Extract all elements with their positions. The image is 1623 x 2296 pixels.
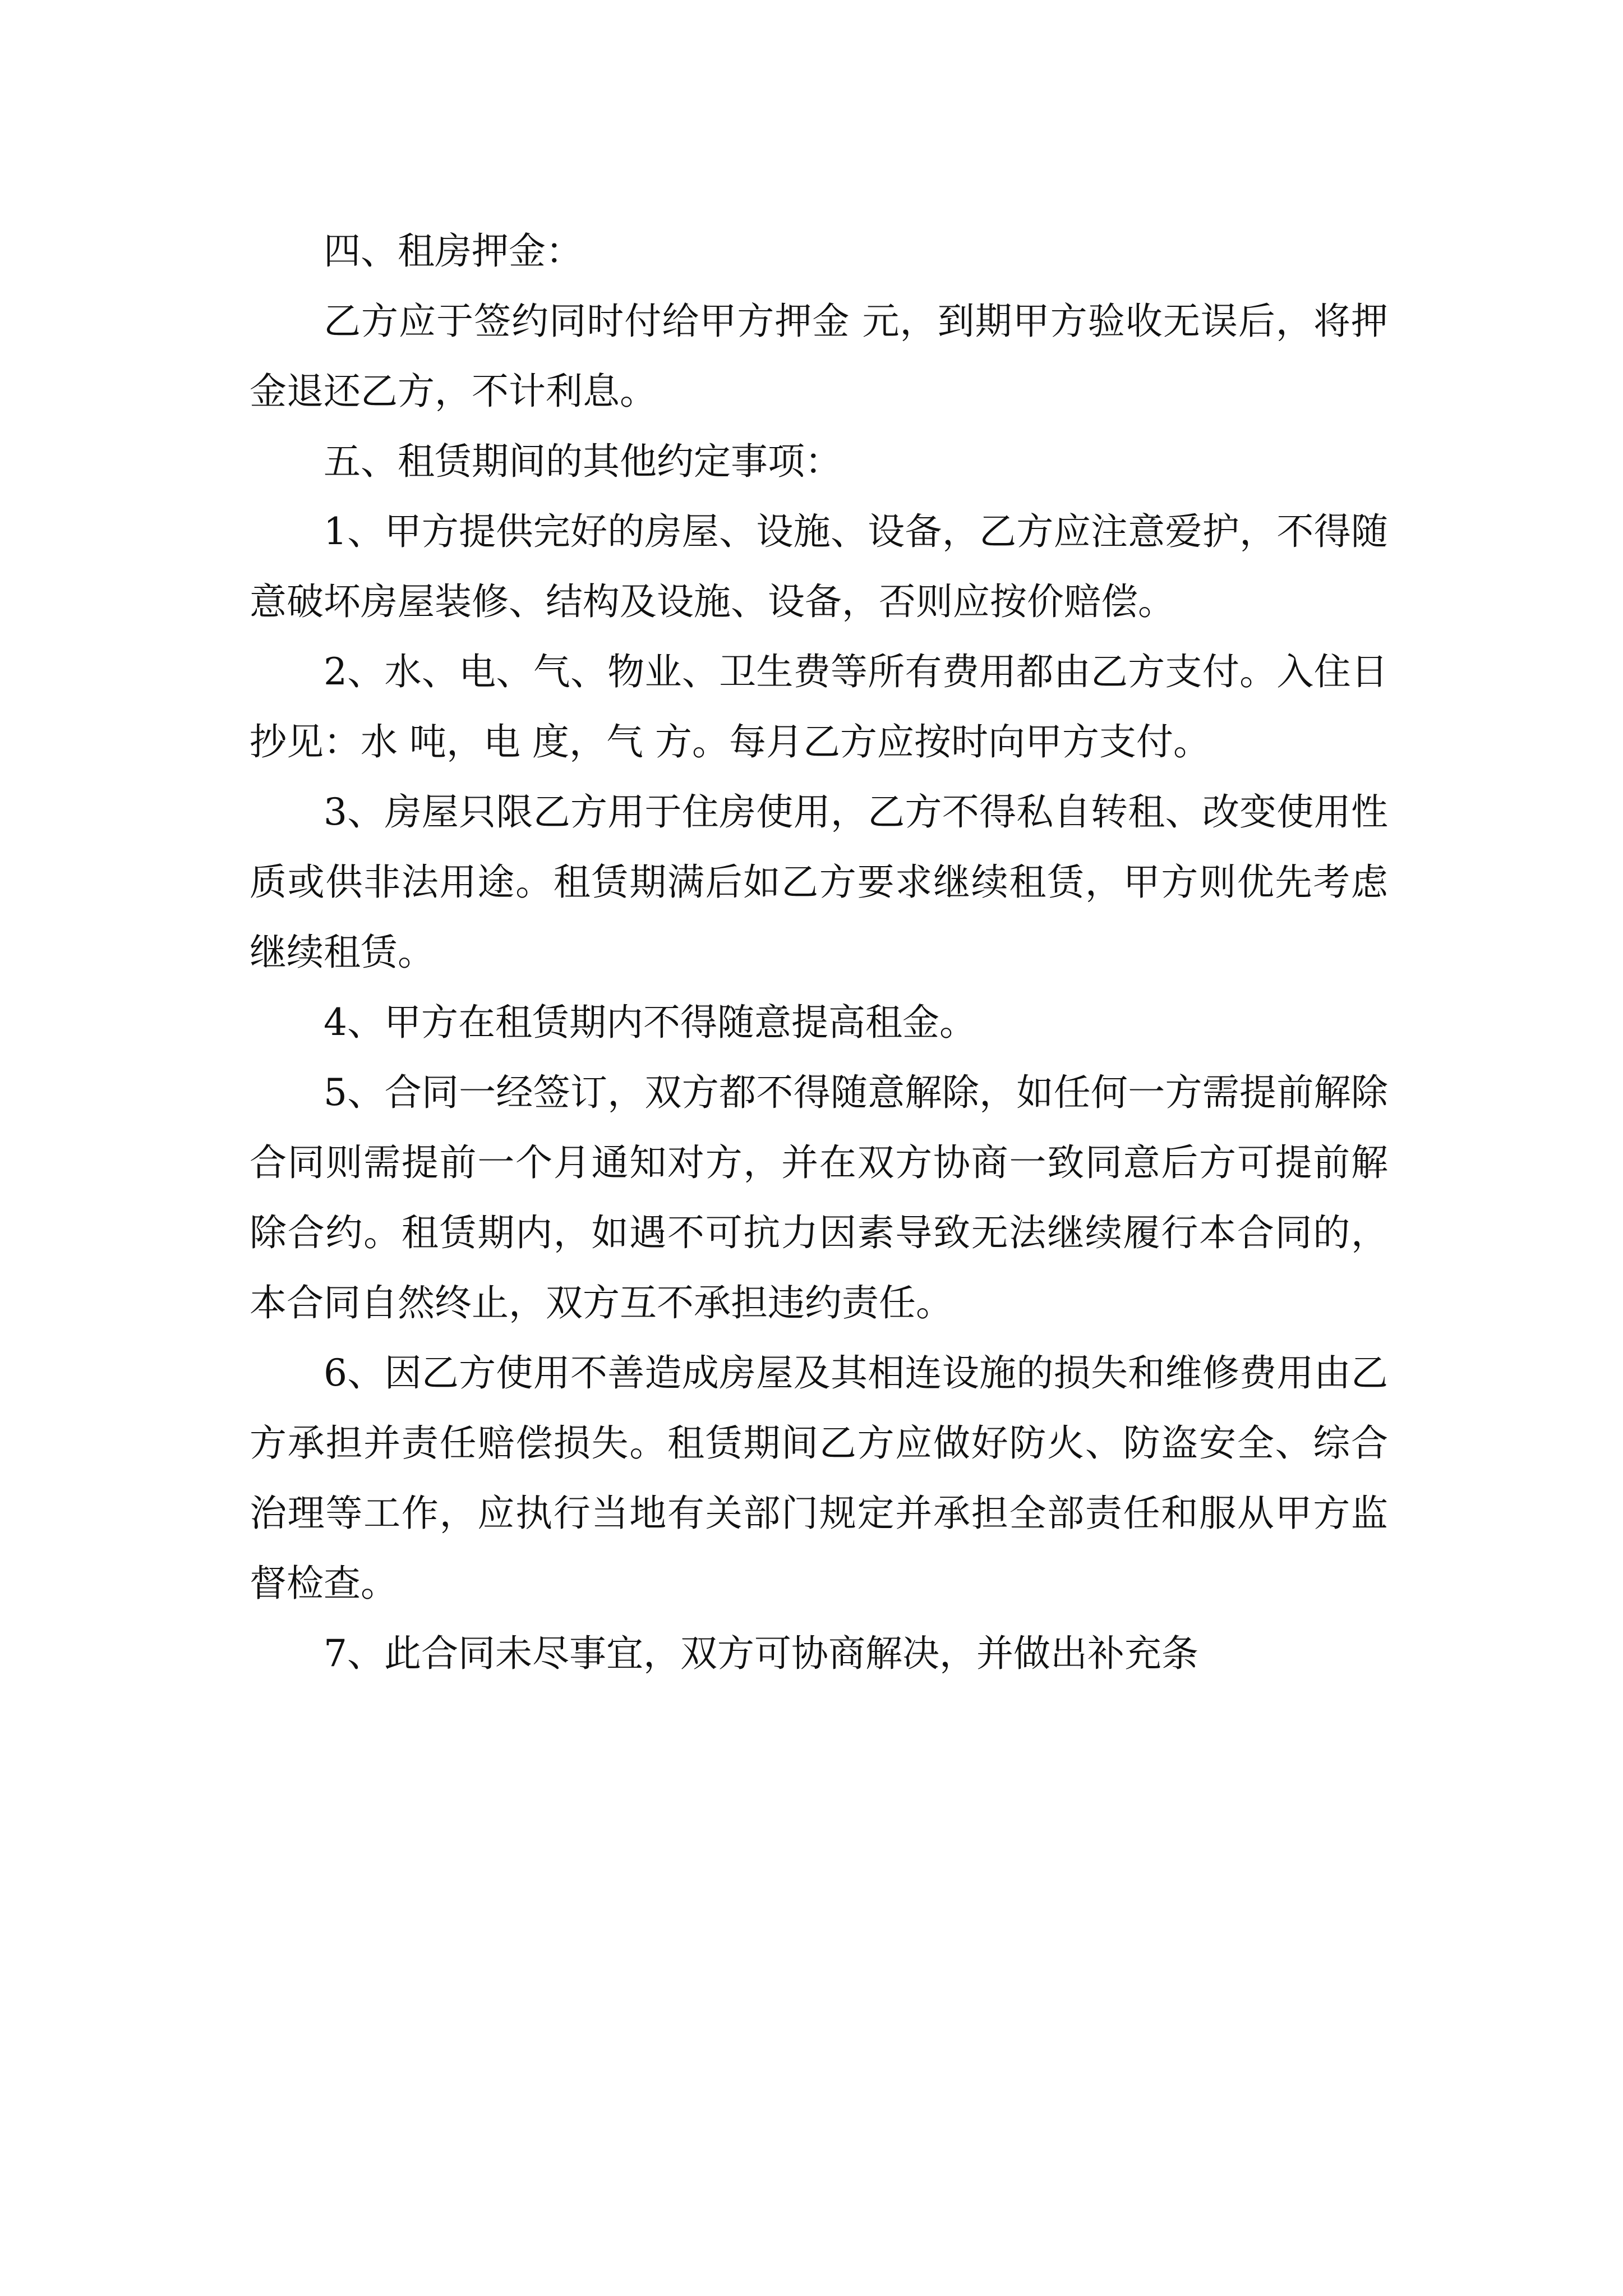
clause-2: 2、水、电、气、物业、卫生费等所有费用都由乙方支付。入住日抄见：水 吨，电 度，气 方。每月乙方应按时向甲方支付。 <box>250 650 1388 763</box>
clause-3: 3、房屋只限乙方用于住房使用，乙方不得私自转租、改变使用性质或供非法用途。租赁期满后如乙方要求继续租赁，甲方则优先考虑继续租赁。 <box>250 790 1388 974</box>
clause-1: 1、甲方提供完好的房屋、设施、设备，乙方应注意爱护，不得随意破坏房屋装修、结构及设施、设备，否则应按价赔偿。 <box>250 510 1388 623</box>
section-heading-other-terms: 五、租赁期间的其他约定事项： <box>324 440 842 483</box>
clause-7: 7、此合同未尽事宜，双方可协商解决，并做出补充条 <box>324 1632 1198 1675</box>
clause-5: 5、合同一经签订，双方都不得随意解除，如任何一方需提前解除合同则需提前一个月通知对方，并在双方协商一致同意后方可提前解除合约。租赁期内，如遇不可抗力因素导致无法继续履行本合同的，本合同自然终止，双方互不承担违约责任。 <box>250 1071 1388 1324</box>
document-body <box>250 216 1388 1688</box>
paragraph-deposit: 乙方应于签约同时付给甲方押金 元，到期甲方验收无误后，将押金退还乙方，不计利息。 <box>250 300 1388 413</box>
section-heading-deposit: 四、租房押金： <box>324 229 583 273</box>
clause-6: 6、因乙方使用不善造成房屋及其相连设施的损失和维修费用由乙方承担并责任赔偿损失。租赁期间乙方应做好防火、防盗安全、综合治理等工作，应执行当地有关部门规定并承担全部责任和服从甲方监督检查。 <box>250 1351 1388 1605</box>
clause-4: 4、甲方在租赁期内不得随意提高租金。 <box>324 1001 976 1044</box>
